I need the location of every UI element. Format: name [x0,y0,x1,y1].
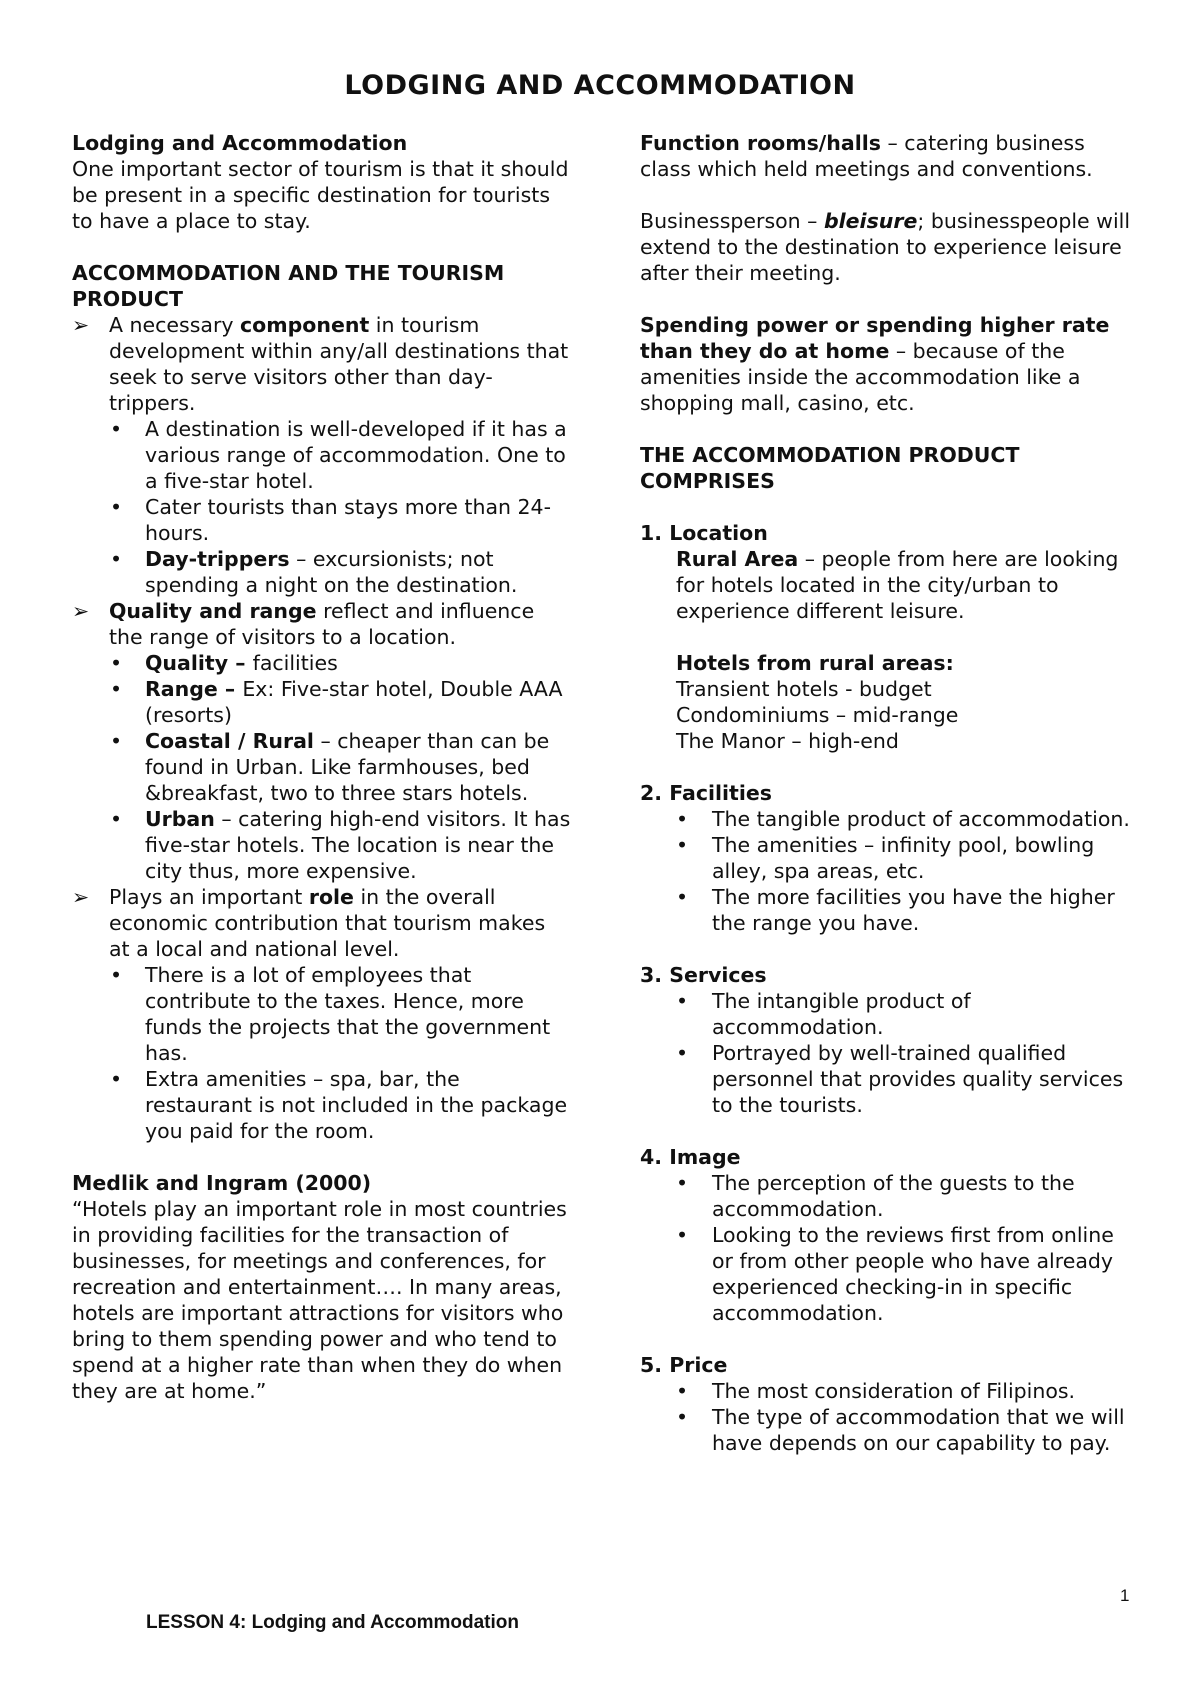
bullet-list-item: • The perception of the guests to the accommodation. [676,1171,1075,1221]
bullet-list-item: • There is a lot of employees that contribute to the taxes. Hence, more funds the projects that the government has. [110,963,551,1065]
bullet-list-item: • The amenities – infinity pool, bowling alley, spa areas, etc. [676,833,1095,883]
bullet-icon: • [676,807,689,831]
page-footer: LESSON 4: Lodging and Accommodation [146,1612,519,1633]
bullet-list-item: • Quality – facilities [110,651,338,675]
intro-text: One important sector of tourism is that it should be present in a specific destination for tourists to have a place to stay. [72,157,569,233]
arrow-bullet-icon: ➢ [72,313,90,337]
section-heading: ACCOMMODATION AND THE TOURISM PRODUCT [72,261,505,311]
page-title: LODGING AND ACCOMMODATION [344,70,856,101]
hotels-rural-heading: Hotels from rural areas: [676,651,954,675]
bullet-list-item: • Cater tourists than stays more than 24-hours. [110,495,551,545]
bullet-list-item: • The most consideration of Filipinos. [676,1379,1076,1403]
bullet-icon: • [110,651,123,675]
hotel-type-line: Transient hotels - budget [676,677,932,701]
bullet-icon: • [110,807,123,831]
bullet-icon: • [110,677,123,701]
bullet-list-item: • Range – Ex: Five-star hotel, Double AAA (resorts) [110,677,563,727]
bullet-icon: • [110,547,123,571]
bullet-icon: • [110,729,123,753]
arrow-list-item: ➢ Quality and range reflect and influence the range of visitors to a location. [72,599,535,649]
hotel-type-line: Condominiums – mid-range [676,703,959,727]
price-heading: 5. Price [640,1353,728,1377]
image-heading: 4. Image [640,1145,741,1169]
bullet-icon: • [676,1379,689,1403]
hotel-type-line: The Manor – high-end [676,729,899,753]
bullet-list-item: • Looking to the reviews first from online or from other people who have already experienced checking-in in specific accommodation. [676,1223,1114,1325]
bullet-list-item: • Coastal / Rural – cheaper than can be found in Urban. Like farmhouses, bed &breakfast, two to three stars hotels. [110,729,550,805]
bullet-icon: • [676,1223,689,1247]
quote-text: “Hotels play an important role in most countries in providing facilities for the transaction of businesses, for meetings and conferences, for recreation and entertainment…. In many areas, hotels are important attractions for visitors who bring to them spending power and who tend to spend at a higher rate than when they do when they are at home.” [72,1197,567,1403]
arrow-bullet-icon: ➢ [72,885,90,909]
facilities-heading: 2. Facilities [640,781,772,805]
bullet-icon: • [110,963,123,987]
bullet-list-item: • The intangible product of accommodation. [676,989,971,1039]
page-number: 1 [1120,1586,1130,1605]
bullet-icon: • [110,1067,123,1091]
bullet-icon: • [676,989,689,1013]
arrow-bullet-icon: ➢ [72,599,90,623]
function-rooms-paragraph: Function rooms/halls – catering business class which held meetings and conventions. [640,131,1093,181]
intro-heading: Lodging and Accommodation [72,131,408,155]
bullet-icon: • [676,1405,689,1429]
bullet-list-item: • A destination is well-developed if it has a various range of accommodation. One to a five-star hotel. [110,417,567,493]
spending-power-paragraph: Spending power or spending higher rate than they do at home – because of the amenities inside the accommodation like a shopping mall, casino, etc. [640,313,1110,415]
bullet-list-item: • The type of accommodation that we will have depends on our capability to pay. [676,1405,1125,1455]
arrow-list-item: ➢ Plays an important role in the overall economic contribution that tourism makes at a local and national level. [72,885,546,961]
left-column [72,130,572,1404]
arrow-list-item: ➢ A necessary component in tourism development within any/all destinations that seek to serve visitors other than day-trippers. [72,313,569,415]
bullet-list-item: • The more facilities you have the higher the range you have. [676,885,1115,935]
bullet-icon: • [676,1041,689,1065]
bullet-list-item: • Portrayed by well-trained qualified personnel that provides quality services to the tourists. [676,1041,1124,1117]
bullet-list-item: • Extra amenities – spa, bar, the restaurant is not included in the package you paid for the room. [110,1067,568,1143]
bleisure-paragraph: Businessperson – bleisure; businesspeople will extend to the destination to experience leisure after their meeting. [640,209,1131,285]
bullet-list-item: • Urban – catering high-end visitors. It has five-star hotels. The location is near the city thus, more expensive. [110,807,571,883]
right-column [640,130,1140,1456]
quote-heading: Medlik and Ingram (2000) [72,1171,372,1195]
bullet-list-item: • The tangible product of accommodation. [676,807,1130,831]
section-heading: THE ACCOMMODATION PRODUCT COMPRISES [640,443,1020,493]
bullet-icon: • [110,417,123,441]
bullet-icon: • [676,1171,689,1195]
bullet-icon: • [110,495,123,519]
bullet-list-item: • Day-trippers – excursionists; not spending a night on the destination. [110,547,518,597]
location-heading: 1. Location [640,521,768,545]
bullet-icon: • [676,885,689,909]
services-heading: 3. Services [640,963,767,987]
bullet-icon: • [676,833,689,857]
rural-area-text: Rural Area – people from here are looking for hotels located in the city/urban to experience different leisure. [676,547,1119,623]
